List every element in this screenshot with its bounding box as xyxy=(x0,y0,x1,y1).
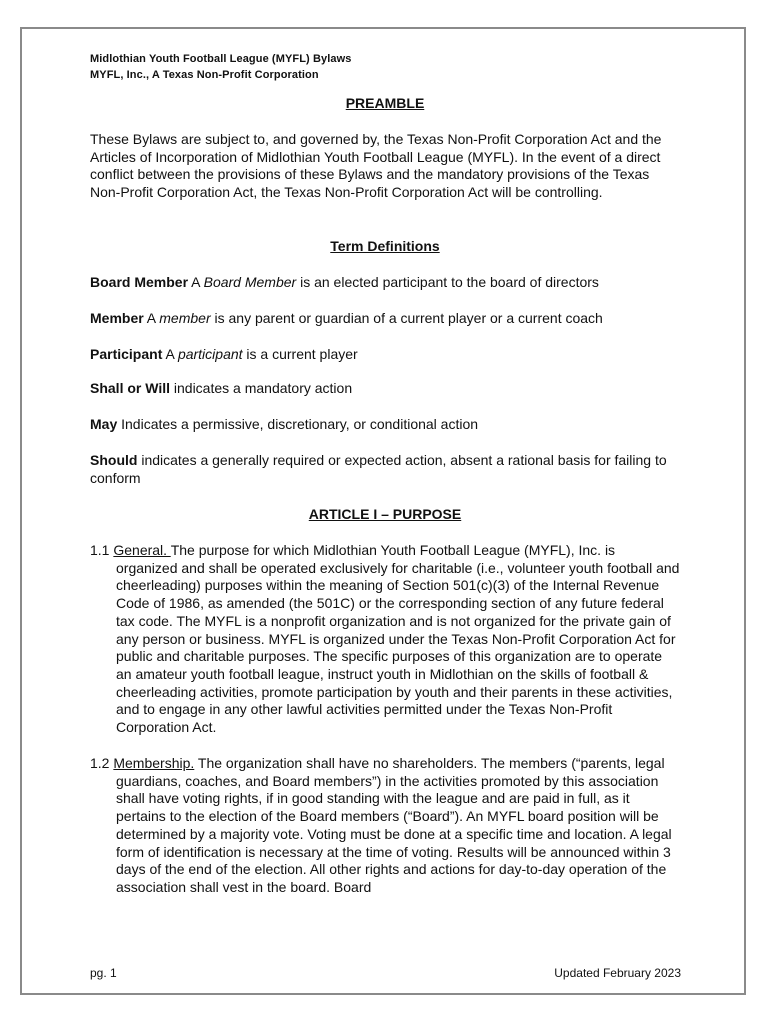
header-title: Midlothian Youth Football League (MYFL) Bylaws xyxy=(90,53,352,65)
section-heading: General. xyxy=(113,542,171,558)
section-heading: Membership. xyxy=(113,755,195,771)
definition-term: Participant xyxy=(90,346,163,362)
definition-should: Should indicates a generally required or expected action, absent a rational basis for failing to conform xyxy=(90,452,667,486)
definition-board-member: Board Member A Board Member is an elected participant to the board of directors xyxy=(90,274,599,290)
definition-term: Shall or Will xyxy=(90,380,170,396)
definition-member: Member A member is any parent or guardian of a current player or a current coach xyxy=(90,310,603,326)
page-number: pg. 1 xyxy=(90,966,117,980)
preamble-heading: PREAMBLE xyxy=(345,95,425,111)
definition-term: May xyxy=(90,416,118,432)
definition-term: Should xyxy=(90,452,138,468)
definition-participant: Participant A participant is a current player xyxy=(90,346,358,362)
section-1-2: 1.2 Membership. The organization shall have no shareholders. The members (“parents, legal guardians, coaches, and Board members”) in the activities promoted by this association shall have voting rights, if in good standing with the league and are paid in full, as it pertains to the election of the Board members (“Board”). An MYFL board position will be determined by a majority vote. Voting must be done at a specific time and location. A legal form of identification is necessary at the time of voting. Results will be announced within 3 days of the end of the election. All other rights and actions for day-to-day operation of the association shall vest in the board. Board xyxy=(90,755,672,895)
article-1-heading: ARTICLE I – PURPOSE xyxy=(308,506,462,522)
definition-shall-will: Shall or Will indicates a mandatory action xyxy=(90,380,353,396)
definition-term: Member xyxy=(90,310,144,326)
definition-may: May Indicates a permissive, discretionary, or conditional action xyxy=(90,416,479,432)
updated-date: Updated February 2023 xyxy=(554,966,681,980)
definitions-heading: Term Definitions xyxy=(330,238,440,254)
section-1-1: 1.1 General. The purpose for which Midlothian Youth Football League (MYFL), Inc. is organized and shall be operated exclusively for charitable (i.e., volunteer youth football and cheerleading) purposes within the meaning of Section 501(c)(3) of the Internal Revenue Code of 1986, as amended (the 501C) or the corresponding section of any future federal tax code. The MYFL is a nonprofit organization and is not organized for the private gain of any person or business. MYFL is organized under the Texas Non-Profit Corporation Act for public and charitable purposes. The specific purposes of this organization are to operate an amateur youth football league, instruct youth in Midlothian on the skills of football & cheerleading activities, promote participation by youth and their parents in these activities, and to engage in any other lawful activities permitted under the Texas Non-Profit Corporation Act. xyxy=(90,542,680,736)
header-subtitle: MYFL, Inc., A Texas Non-Profit Corporation xyxy=(90,69,319,81)
document-page xyxy=(20,27,746,995)
definition-term: Board Member xyxy=(90,274,189,290)
preamble-text: These Bylaws are subject to, and governed by, the Texas Non-Profit Corporation Act and the Articles of Incorporation of Midlothian Youth Football League (MYFL). In the event of a direct conflict between the provisions of these Bylaws and the mandatory provisions of the Texas Non-Profit Corporation Act, the Texas Non-Profit Corporation Act will be controlling. xyxy=(90,131,662,201)
